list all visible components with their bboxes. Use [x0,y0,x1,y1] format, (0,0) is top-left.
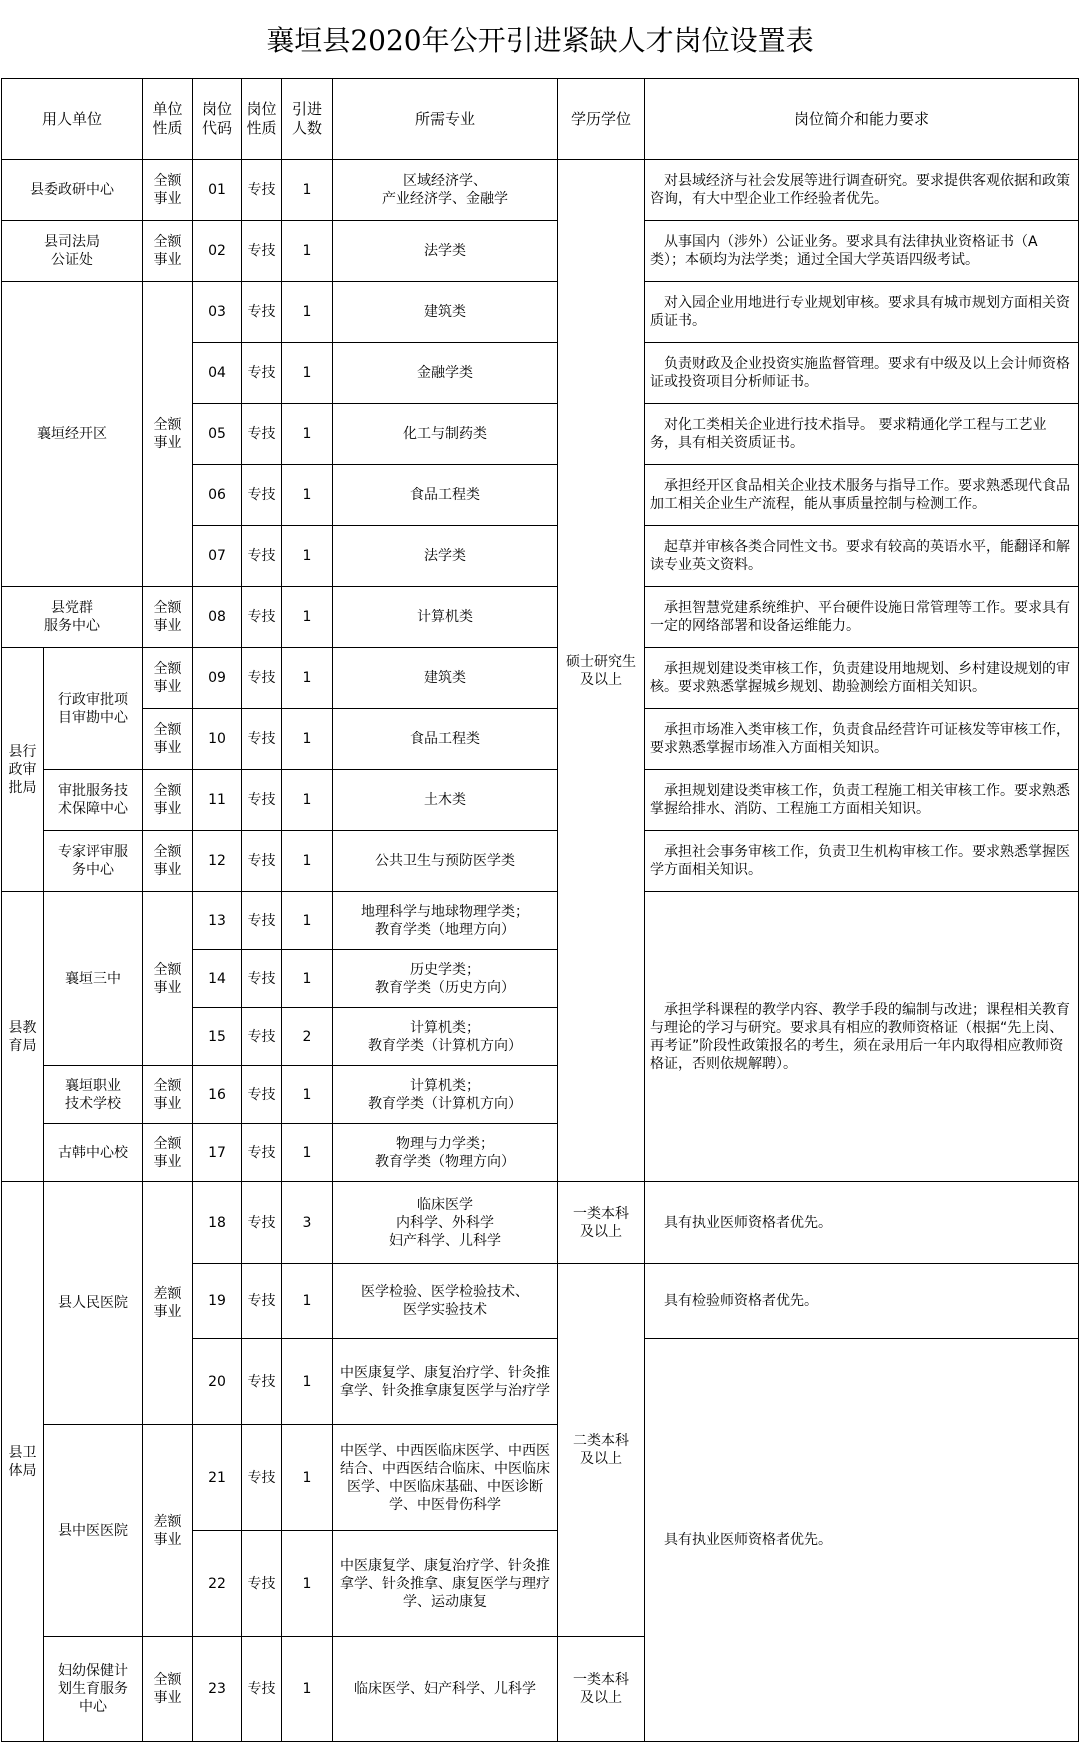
table-row [2,160,1079,221]
code-cell: 22 [193,1531,242,1637]
nature-cell: 全额 事业 [143,587,193,648]
code-cell: 07 [193,526,242,587]
count-cell: 1 [282,1339,333,1425]
desc-cell: 承担市场准入类审核工作，负责食品经营许可证核发等审核工作，要求熟悉掌握市场准入方面相关知识。 [645,709,1079,770]
header-unit: 用人单位 [2,79,143,160]
table-row [2,221,1079,282]
major-cell: 临床医学、妇产科学、儿科学 [333,1637,558,1742]
type-cell: 专技 [242,1008,282,1066]
code-cell: 19 [193,1264,242,1339]
header-count: 引进 人数 [282,79,333,160]
count-cell: 1 [282,465,333,526]
type-cell: 专技 [242,1066,282,1124]
type-cell: 专技 [242,465,282,526]
code-cell: 11 [193,770,242,831]
count-cell: 1 [282,160,333,221]
type-cell: 专技 [242,950,282,1008]
table-row [2,831,1079,892]
count-cell: 3 [282,1182,333,1264]
type-cell: 专技 [242,404,282,465]
count-cell: 1 [282,1124,333,1182]
code-cell: 20 [193,1339,242,1425]
type-cell: 专技 [242,1182,282,1264]
nature-cell: 全额 事业 [143,1637,193,1742]
major-cell: 计算机类； 教育学类（计算机方向） [333,1066,558,1124]
nature-cell: 差额 事业 [143,1425,193,1637]
count-cell: 1 [282,1425,333,1531]
count-cell: 1 [282,221,333,282]
count-cell: 1 [282,831,333,892]
major-cell: 历史学类； 教育学类（历史方向） [333,950,558,1008]
header-major: 所需专业 [333,79,558,160]
major-cell: 法学类 [333,221,558,282]
type-cell: 专技 [242,1637,282,1742]
degree-cell: 二类本科 及以上 [558,1264,645,1637]
type-cell: 专技 [242,587,282,648]
desc-cell: 承担规划建设类审核工作，负责工程施工相关审核工作。要求熟悉掌握给排水、消防、工程施工方面相关知识。 [645,770,1079,831]
header-row [2,79,1079,160]
count-cell: 1 [282,1264,333,1339]
code-cell: 04 [193,343,242,404]
type-cell: 专技 [242,770,282,831]
count-cell: 1 [282,526,333,587]
type-cell: 专技 [242,648,282,709]
table-row [2,1182,1079,1264]
table-row [2,648,1079,709]
count-cell: 1 [282,770,333,831]
desc-cell: 承担社会事务审核工作，负责卫生机构审核工作。要求熟悉掌握医学方面相关知识。 [645,831,1079,892]
subunit-cell: 妇幼保健计 划生育服务 中心 [44,1637,143,1742]
group-cell: 县教 育局 [2,892,44,1182]
code-cell: 14 [193,950,242,1008]
code-cell: 21 [193,1425,242,1531]
unit-cell: 县党群 服务中心 [2,587,143,648]
type-cell: 专技 [242,343,282,404]
group-cell: 县行 政审 批局 [2,648,44,892]
type-cell: 专技 [242,526,282,587]
nature-cell: 差额 事业 [143,1182,193,1425]
major-cell: 法学类 [333,526,558,587]
subunit-cell: 审批服务技 术保障中心 [44,770,143,831]
major-cell: 计算机类； 教育学类（计算机方向） [333,1008,558,1066]
subunit-cell: 行政审批项 目审勘中心 [44,648,143,770]
desc-cell: 承担智慧党建系统维护、平台硬件设施日常管理等工作。要求具有一定的网络部署和设备运维能力。 [645,587,1079,648]
code-cell: 13 [193,892,242,950]
major-cell: 医学检验、医学检验技术、 医学实验技术 [333,1264,558,1339]
positions-table [1,78,1079,1742]
major-cell: 化工与制药类 [333,404,558,465]
table-row [2,587,1079,648]
code-cell: 18 [193,1182,242,1264]
code-cell: 12 [193,831,242,892]
major-cell: 区域经济学、 产业经济学、金融学 [333,160,558,221]
major-cell: 中医学、中西医临床医学、中西医结合、中西医结合临床、中医临床医学、中医临床基础、中医诊断学、中医骨伤科学 [333,1425,558,1531]
count-cell: 1 [282,892,333,950]
nature-cell: 全额 事业 [143,1124,193,1182]
code-cell: 17 [193,1124,242,1182]
count-cell: 1 [282,1637,333,1742]
nature-cell: 全额 事业 [143,221,193,282]
code-cell: 02 [193,221,242,282]
type-cell: 专技 [242,831,282,892]
count-cell: 1 [282,950,333,1008]
code-cell: 03 [193,282,242,343]
code-cell: 06 [193,465,242,526]
major-cell: 地理科学与地球物理学类； 教育学类（地理方向） [333,892,558,950]
desc-cell: 具有检验师资格者优先。 [645,1264,1079,1339]
code-cell: 15 [193,1008,242,1066]
nature-cell: 全额 事业 [143,709,193,770]
subunit-cell: 襄垣职业 技术学校 [44,1066,143,1124]
major-cell: 金融学类 [333,343,558,404]
major-cell: 土木类 [333,770,558,831]
code-cell: 08 [193,587,242,648]
count-cell: 1 [282,648,333,709]
count-cell: 1 [282,709,333,770]
count-cell: 1 [282,1066,333,1124]
count-cell: 1 [282,404,333,465]
subunit-cell: 专家评审服 务中心 [44,831,143,892]
group-cell: 县卫 体局 [2,1182,44,1742]
desc-cell: 对入园企业用地进行专业规划审核。要求具有城市规划方面相关资质证书。 [645,282,1079,343]
major-cell: 公共卫生与预防医学类 [333,831,558,892]
header-code: 岗位 代码 [193,79,242,160]
type-cell: 专技 [242,1124,282,1182]
desc-cell: 具有执业医师资格者优先。 [645,1182,1079,1264]
major-cell: 中医康复学、康复治疗学、针灸推拿学、针灸推拿、康复医学与理疗学、运动康复 [333,1531,558,1637]
desc-cell: 承担规划建设类审核工作，负责建设用地规划、乡村建设规划的审核。要求熟悉掌握城乡规划、勘验测绘方面相关知识。 [645,648,1079,709]
unit-cell: 襄垣经开区 [2,282,143,587]
count-cell: 1 [282,1531,333,1637]
subunit-cell: 襄垣三中 [44,892,143,1066]
type-cell: 专技 [242,160,282,221]
desc-cell: 对化工类相关企业进行技术指导。 要求精通化学工程与工艺业务，具有相关资质证书。 [645,404,1079,465]
nature-cell: 全额 事业 [143,1066,193,1124]
type-cell: 专技 [242,709,282,770]
code-cell: 16 [193,1066,242,1124]
major-cell: 食品工程类 [333,465,558,526]
desc-cell: 具有执业医师资格者优先。 [645,1339,1079,1742]
nature-cell: 全额 事业 [143,160,193,221]
subunit-cell: 县人民医院 [44,1182,143,1425]
subunit-cell: 古韩中心校 [44,1124,143,1182]
type-cell: 专技 [242,1425,282,1531]
unit-cell: 县司法局 公证处 [2,221,143,282]
desc-cell: 负责财政及企业投资实施监督管理。要求有中级及以上会计师资格证或投资项目分析师证书。 [645,343,1079,404]
count-cell: 1 [282,343,333,404]
page-title: 襄垣县2020年公开引进紧缺人才岗位设置表 [266,24,814,57]
table-row [2,892,1079,950]
type-cell: 专技 [242,221,282,282]
table-row [2,709,1079,770]
major-cell: 物理与力学类； 教育学类（物理方向） [333,1124,558,1182]
major-cell: 计算机类 [333,587,558,648]
nature-cell: 全额 事业 [143,282,193,587]
type-cell: 专技 [242,1264,282,1339]
code-cell: 05 [193,404,242,465]
header-type: 岗位 性质 [242,79,282,160]
nature-cell: 全额 事业 [143,648,193,709]
table-row [2,282,1079,343]
code-cell: 01 [193,160,242,221]
subunit-cell: 县中医医院 [44,1425,143,1637]
code-cell: 09 [193,648,242,709]
count-cell: 1 [282,282,333,343]
degree-cell: 一类本科 及以上 [558,1637,645,1742]
unit-cell: 县委政研中心 [2,160,143,221]
major-cell: 建筑类 [333,282,558,343]
major-cell: 食品工程类 [333,709,558,770]
table-row [2,770,1079,831]
header-desc: 岗位简介和能力要求 [645,79,1079,160]
desc-cell: 起草并审核各类合同性文书。要求有较高的英语水平，能翻译和解读专业英文资料。 [645,526,1079,587]
type-cell: 专技 [242,892,282,950]
major-cell: 中医康复学、康复治疗学、针灸推拿学、针灸推拿康复医学与治疗学 [333,1339,558,1425]
code-cell: 10 [193,709,242,770]
header-degree: 学历学位 [558,79,645,160]
major-cell: 建筑类 [333,648,558,709]
nature-cell: 全额 事业 [143,892,193,1066]
code-cell: 23 [193,1637,242,1742]
desc-cell: 承担学科课程的教学内容、教学手段的编制与改进；课程相关教育与理论的学习与研究。要求具有相应的教师资格证（根据“先上岗、再考证”阶段性政策报名的考生，须在录用后一年内取得相应教师资格证，否则依规解聘）。 [645,892,1079,1182]
nature-cell: 全额 事业 [143,831,193,892]
type-cell: 专技 [242,1531,282,1637]
type-cell: 专技 [242,282,282,343]
desc-cell: 从事国内（涉外）公证业务。要求具有法律执业资格证书（A类）；本硕均为法学类；通过全国大学英语四级考试。 [645,221,1079,282]
type-cell: 专技 [242,1339,282,1425]
count-cell: 1 [282,587,333,648]
desc-cell: 承担经开区食品相关企业技术服务与指导工作。要求熟悉现代食品加工相关企业生产流程，能从事质量控制与检测工作。 [645,465,1079,526]
nature-cell: 全额 事业 [143,770,193,831]
degree-cell: 硕士研究生 及以上 [558,160,645,1182]
degree-cell: 一类本科 及以上 [558,1182,645,1264]
count-cell: 2 [282,1008,333,1066]
header-nature: 单位 性质 [143,79,193,160]
desc-cell: 对县域经济与社会发展等进行调查研究。要求提供客观依据和政策咨询，有大中型企业工作经验者优先。 [645,160,1079,221]
major-cell: 临床医学 内科学、外科学 妇产科学、儿科学 [333,1182,558,1264]
